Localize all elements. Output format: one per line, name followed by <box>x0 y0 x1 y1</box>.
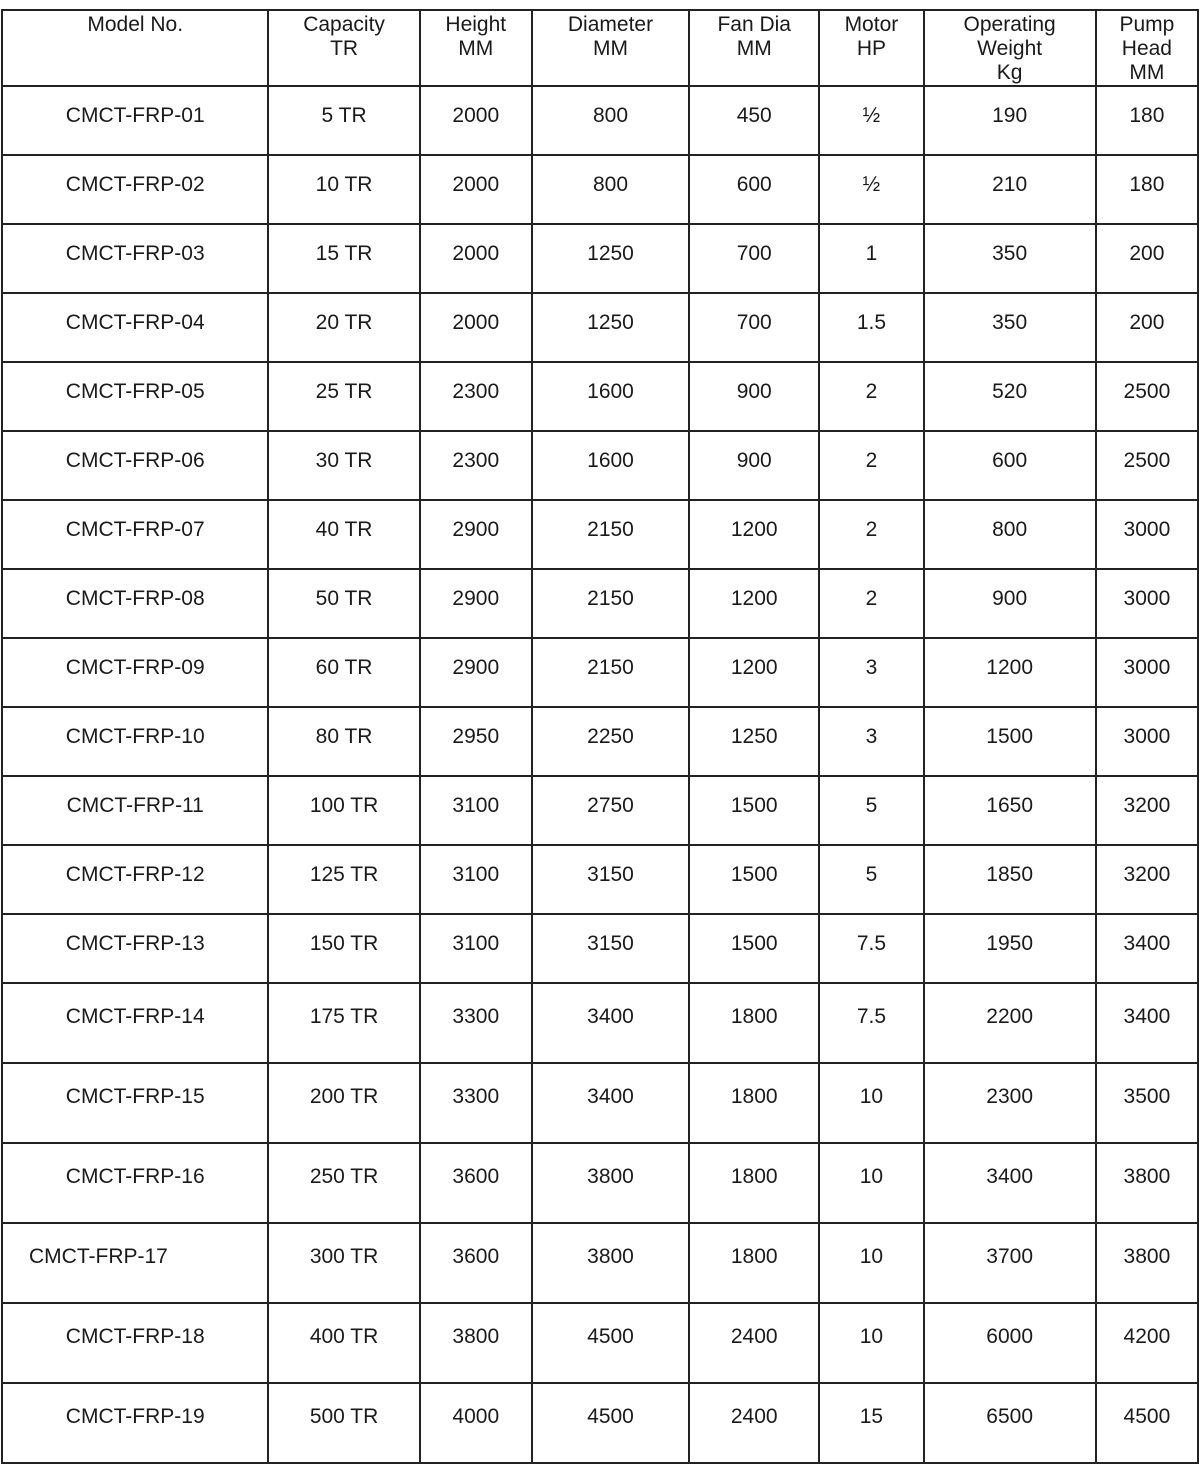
cell-model-no: CMCT-FRP-11 <box>2 776 268 845</box>
table-row <box>2 1223 1198 1303</box>
cell-operating-weight: 3700 <box>924 1223 1096 1303</box>
cell-capacity: 20 TR <box>268 293 419 362</box>
cell-motor-hp: 7.5 <box>819 983 923 1063</box>
cell-fan-dia: 1200 <box>689 638 819 707</box>
cell-capacity: 15 TR <box>268 224 419 293</box>
cell-operating-weight: 1200 <box>924 638 1096 707</box>
cell-capacity: 175 TR <box>268 983 419 1063</box>
cell-pump-head: 3200 <box>1096 776 1198 845</box>
cell-motor-hp: 2 <box>819 500 923 569</box>
cell-height: 3100 <box>420 776 532 845</box>
cell-fan-dia: 600 <box>689 155 819 224</box>
header-motor-hp <box>819 10 923 86</box>
cell-height: 3600 <box>420 1223 532 1303</box>
table-row <box>2 983 1198 1063</box>
cell-model-no: CMCT-FRP-07 <box>2 500 268 569</box>
cell-fan-dia: 450 <box>689 86 819 155</box>
header-diameter <box>532 10 689 86</box>
header-line: Diameter <box>567 13 654 36</box>
cell-capacity: 500 TR <box>268 1383 419 1463</box>
table-row <box>2 569 1198 638</box>
cell-capacity: 100 TR <box>268 776 419 845</box>
cell-motor-hp: 10 <box>819 1223 923 1303</box>
header-line: MM <box>1129 61 1165 84</box>
cell-model-no: CMCT-FRP-04 <box>2 293 268 362</box>
header-line: Fan Dia <box>717 13 791 36</box>
cell-model-no: CMCT-FRP-12 <box>2 845 268 914</box>
cell-model-no: CMCT-FRP-13 <box>2 914 268 983</box>
header-capacity <box>268 10 419 86</box>
header-fan-dia <box>689 10 819 86</box>
cell-height: 2900 <box>420 500 532 569</box>
cell-diameter: 3400 <box>532 1063 689 1143</box>
cell-height: 2300 <box>420 362 532 431</box>
header-line: Operating <box>963 13 1056 36</box>
cell-operating-weight: 1500 <box>924 707 1096 776</box>
cell-diameter: 2250 <box>532 707 689 776</box>
cell-operating-weight: 600 <box>924 431 1096 500</box>
cell-fan-dia: 700 <box>689 293 819 362</box>
cell-model-no: CMCT-FRP-05 <box>2 362 268 431</box>
header-height <box>420 10 532 86</box>
cell-diameter: 1250 <box>532 224 689 293</box>
cell-motor-hp: 10 <box>819 1063 923 1143</box>
cell-model-no: CMCT-FRP-19 <box>2 1383 268 1463</box>
cell-diameter: 2150 <box>532 500 689 569</box>
cell-diameter: 2750 <box>532 776 689 845</box>
cell-capacity: 50 TR <box>268 569 419 638</box>
cell-operating-weight: 3400 <box>924 1143 1096 1223</box>
cell-height: 3100 <box>420 845 532 914</box>
cell-motor-hp: 10 <box>819 1303 923 1383</box>
cell-height: 2900 <box>420 569 532 638</box>
cell-pump-head: 200 <box>1096 224 1198 293</box>
cell-diameter: 4500 <box>532 1383 689 1463</box>
table-row <box>2 431 1198 500</box>
header-line: HP <box>856 37 886 60</box>
cell-model-no: CMCT-FRP-18 <box>2 1303 268 1383</box>
table-row <box>2 293 1198 362</box>
specification-table <box>1 9 1199 1464</box>
table-body <box>2 86 1198 1463</box>
cell-motor-hp: 5 <box>819 845 923 914</box>
cell-model-no: CMCT-FRP-02 <box>2 155 268 224</box>
cell-capacity: 25 TR <box>268 362 419 431</box>
cell-fan-dia: 1200 <box>689 500 819 569</box>
table-row <box>2 155 1198 224</box>
cell-pump-head: 4500 <box>1096 1383 1198 1463</box>
header-line: Motor <box>844 13 899 36</box>
cell-capacity: 200 TR <box>268 1063 419 1143</box>
cell-pump-head: 2500 <box>1096 362 1198 431</box>
cell-motor-hp: 10 <box>819 1143 923 1223</box>
cell-height: 4000 <box>420 1383 532 1463</box>
cell-height: 3300 <box>420 1063 532 1143</box>
cell-pump-head: 200 <box>1096 293 1198 362</box>
cell-height: 2000 <box>420 86 532 155</box>
cell-pump-head: 4200 <box>1096 1303 1198 1383</box>
cell-operating-weight: 6000 <box>924 1303 1096 1383</box>
cell-motor-hp: ½ <box>819 86 923 155</box>
table-row <box>2 1303 1198 1383</box>
table-row <box>2 362 1198 431</box>
cell-capacity: 40 TR <box>268 500 419 569</box>
cell-height: 2900 <box>420 638 532 707</box>
cell-motor-hp: 15 <box>819 1383 923 1463</box>
cell-motor-hp: 2 <box>819 431 923 500</box>
cell-operating-weight: 350 <box>924 224 1096 293</box>
cell-diameter: 800 <box>532 86 689 155</box>
cell-capacity: 10 TR <box>268 155 419 224</box>
cell-fan-dia: 1250 <box>689 707 819 776</box>
cell-pump-head: 180 <box>1096 86 1198 155</box>
cell-model-no: CMCT-FRP-10 <box>2 707 268 776</box>
cell-operating-weight: 1650 <box>924 776 1096 845</box>
cell-pump-head: 3800 <box>1096 1223 1198 1303</box>
cell-model-no: CMCT-FRP-14 <box>2 983 268 1063</box>
cell-diameter: 1600 <box>532 362 689 431</box>
table-header <box>2 10 1198 86</box>
header-line: MM <box>593 37 628 60</box>
table-row <box>2 707 1198 776</box>
cell-pump-head: 3400 <box>1096 983 1198 1063</box>
cell-operating-weight: 350 <box>924 293 1096 362</box>
cell-fan-dia: 900 <box>689 362 819 431</box>
table-row <box>2 845 1198 914</box>
cell-height: 3800 <box>420 1303 532 1383</box>
cell-height: 2000 <box>420 155 532 224</box>
cell-fan-dia: 2400 <box>689 1303 819 1383</box>
cell-operating-weight: 2200 <box>924 983 1096 1063</box>
cell-motor-hp: 1 <box>819 224 923 293</box>
cell-height: 2300 <box>420 431 532 500</box>
header-pump-head <box>1096 10 1198 86</box>
cell-motor-hp: 7.5 <box>819 914 923 983</box>
cell-motor-hp: 1.5 <box>819 293 923 362</box>
table-row <box>2 1143 1198 1223</box>
table-row <box>2 86 1198 155</box>
cell-capacity: 125 TR <box>268 845 419 914</box>
header-line: MM <box>458 37 494 60</box>
cell-fan-dia: 1200 <box>689 569 819 638</box>
table-row <box>2 914 1198 983</box>
cell-capacity: 300 TR <box>268 1223 419 1303</box>
cell-diameter: 3800 <box>532 1223 689 1303</box>
cell-diameter: 2150 <box>532 569 689 638</box>
cell-pump-head: 3400 <box>1096 914 1198 983</box>
cell-pump-head: 3000 <box>1096 707 1198 776</box>
cell-operating-weight: 1950 <box>924 914 1096 983</box>
header-line: TR <box>330 37 359 60</box>
cell-operating-weight: 190 <box>924 86 1096 155</box>
cell-model-no: CMCT-FRP-08 <box>2 569 268 638</box>
table-row <box>2 1383 1198 1463</box>
cell-diameter: 3150 <box>532 914 689 983</box>
cell-pump-head: 3500 <box>1096 1063 1198 1143</box>
cell-operating-weight: 1850 <box>924 845 1096 914</box>
cell-operating-weight: 900 <box>924 569 1096 638</box>
table-row <box>2 224 1198 293</box>
cell-model-no: CMCT-FRP-15 <box>2 1063 268 1143</box>
cell-height: 3600 <box>420 1143 532 1223</box>
cell-fan-dia: 2400 <box>689 1383 819 1463</box>
cell-height: 3300 <box>420 983 532 1063</box>
cell-diameter: 3150 <box>532 845 689 914</box>
cell-motor-hp: 5 <box>819 776 923 845</box>
cell-pump-head: 180 <box>1096 155 1198 224</box>
cell-pump-head: 3000 <box>1096 500 1198 569</box>
header-line: Capacity <box>303 13 385 36</box>
cell-operating-weight: 800 <box>924 500 1096 569</box>
cell-fan-dia: 1800 <box>689 983 819 1063</box>
cell-diameter: 800 <box>532 155 689 224</box>
cell-operating-weight: 6500 <box>924 1383 1096 1463</box>
cell-diameter: 1600 <box>532 431 689 500</box>
header-line: Weight <box>977 37 1043 60</box>
cell-pump-head: 3200 <box>1096 845 1198 914</box>
cell-operating-weight: 2300 <box>924 1063 1096 1143</box>
cell-height: 3100 <box>420 914 532 983</box>
header-row <box>2 10 1198 86</box>
table-row <box>2 638 1198 707</box>
cell-operating-weight: 520 <box>924 362 1096 431</box>
header-model-no <box>2 10 268 86</box>
cell-pump-head: 3000 <box>1096 569 1198 638</box>
cell-fan-dia: 1500 <box>689 914 819 983</box>
cell-capacity: 5 TR <box>268 86 419 155</box>
header-line: Model No. <box>87 13 184 36</box>
header-line: Head <box>1121 37 1172 60</box>
cell-motor-hp: 3 <box>819 638 923 707</box>
cell-fan-dia: 1500 <box>689 776 819 845</box>
header-line: Height <box>445 13 507 36</box>
cell-motor-hp: 2 <box>819 569 923 638</box>
cell-pump-head: 2500 <box>1096 431 1198 500</box>
cell-fan-dia: 1800 <box>689 1143 819 1223</box>
cell-operating-weight: 210 <box>924 155 1096 224</box>
cell-model-no: CMCT-FRP-06 <box>2 431 268 500</box>
cell-model-no: CMCT-FRP-09 <box>2 638 268 707</box>
cell-height: 2000 <box>420 293 532 362</box>
cell-capacity: 250 TR <box>268 1143 419 1223</box>
cell-fan-dia: 1500 <box>689 845 819 914</box>
cell-model-no: CMCT-FRP-17 <box>2 1223 268 1303</box>
cell-pump-head: 3000 <box>1096 638 1198 707</box>
header-line: Pump <box>1119 13 1175 36</box>
cell-diameter: 3800 <box>532 1143 689 1223</box>
cell-capacity: 30 TR <box>268 431 419 500</box>
cell-pump-head: 3800 <box>1096 1143 1198 1223</box>
cell-height: 2950 <box>420 707 532 776</box>
cell-motor-hp: 3 <box>819 707 923 776</box>
cell-diameter: 3400 <box>532 983 689 1063</box>
cell-height: 2000 <box>420 224 532 293</box>
table-row <box>2 776 1198 845</box>
header-operating-weight <box>924 10 1096 86</box>
cell-motor-hp: 2 <box>819 362 923 431</box>
cell-model-no: CMCT-FRP-03 <box>2 224 268 293</box>
cell-capacity: 80 TR <box>268 707 419 776</box>
table-row <box>2 500 1198 569</box>
cell-capacity: 60 TR <box>268 638 419 707</box>
cell-diameter: 1250 <box>532 293 689 362</box>
cell-fan-dia: 1800 <box>689 1223 819 1303</box>
header-line: MM <box>736 37 772 60</box>
cell-model-no: CMCT-FRP-16 <box>2 1143 268 1223</box>
cell-fan-dia: 1800 <box>689 1063 819 1143</box>
cell-motor-hp: ½ <box>819 155 923 224</box>
header-line: Kg <box>996 61 1023 84</box>
cell-capacity: 150 TR <box>268 914 419 983</box>
cell-diameter: 2150 <box>532 638 689 707</box>
cell-model-no: CMCT-FRP-01 <box>2 86 268 155</box>
cell-fan-dia: 700 <box>689 224 819 293</box>
cell-capacity: 400 TR <box>268 1303 419 1383</box>
cell-fan-dia: 900 <box>689 431 819 500</box>
cell-diameter: 4500 <box>532 1303 689 1383</box>
table-row <box>2 1063 1198 1143</box>
